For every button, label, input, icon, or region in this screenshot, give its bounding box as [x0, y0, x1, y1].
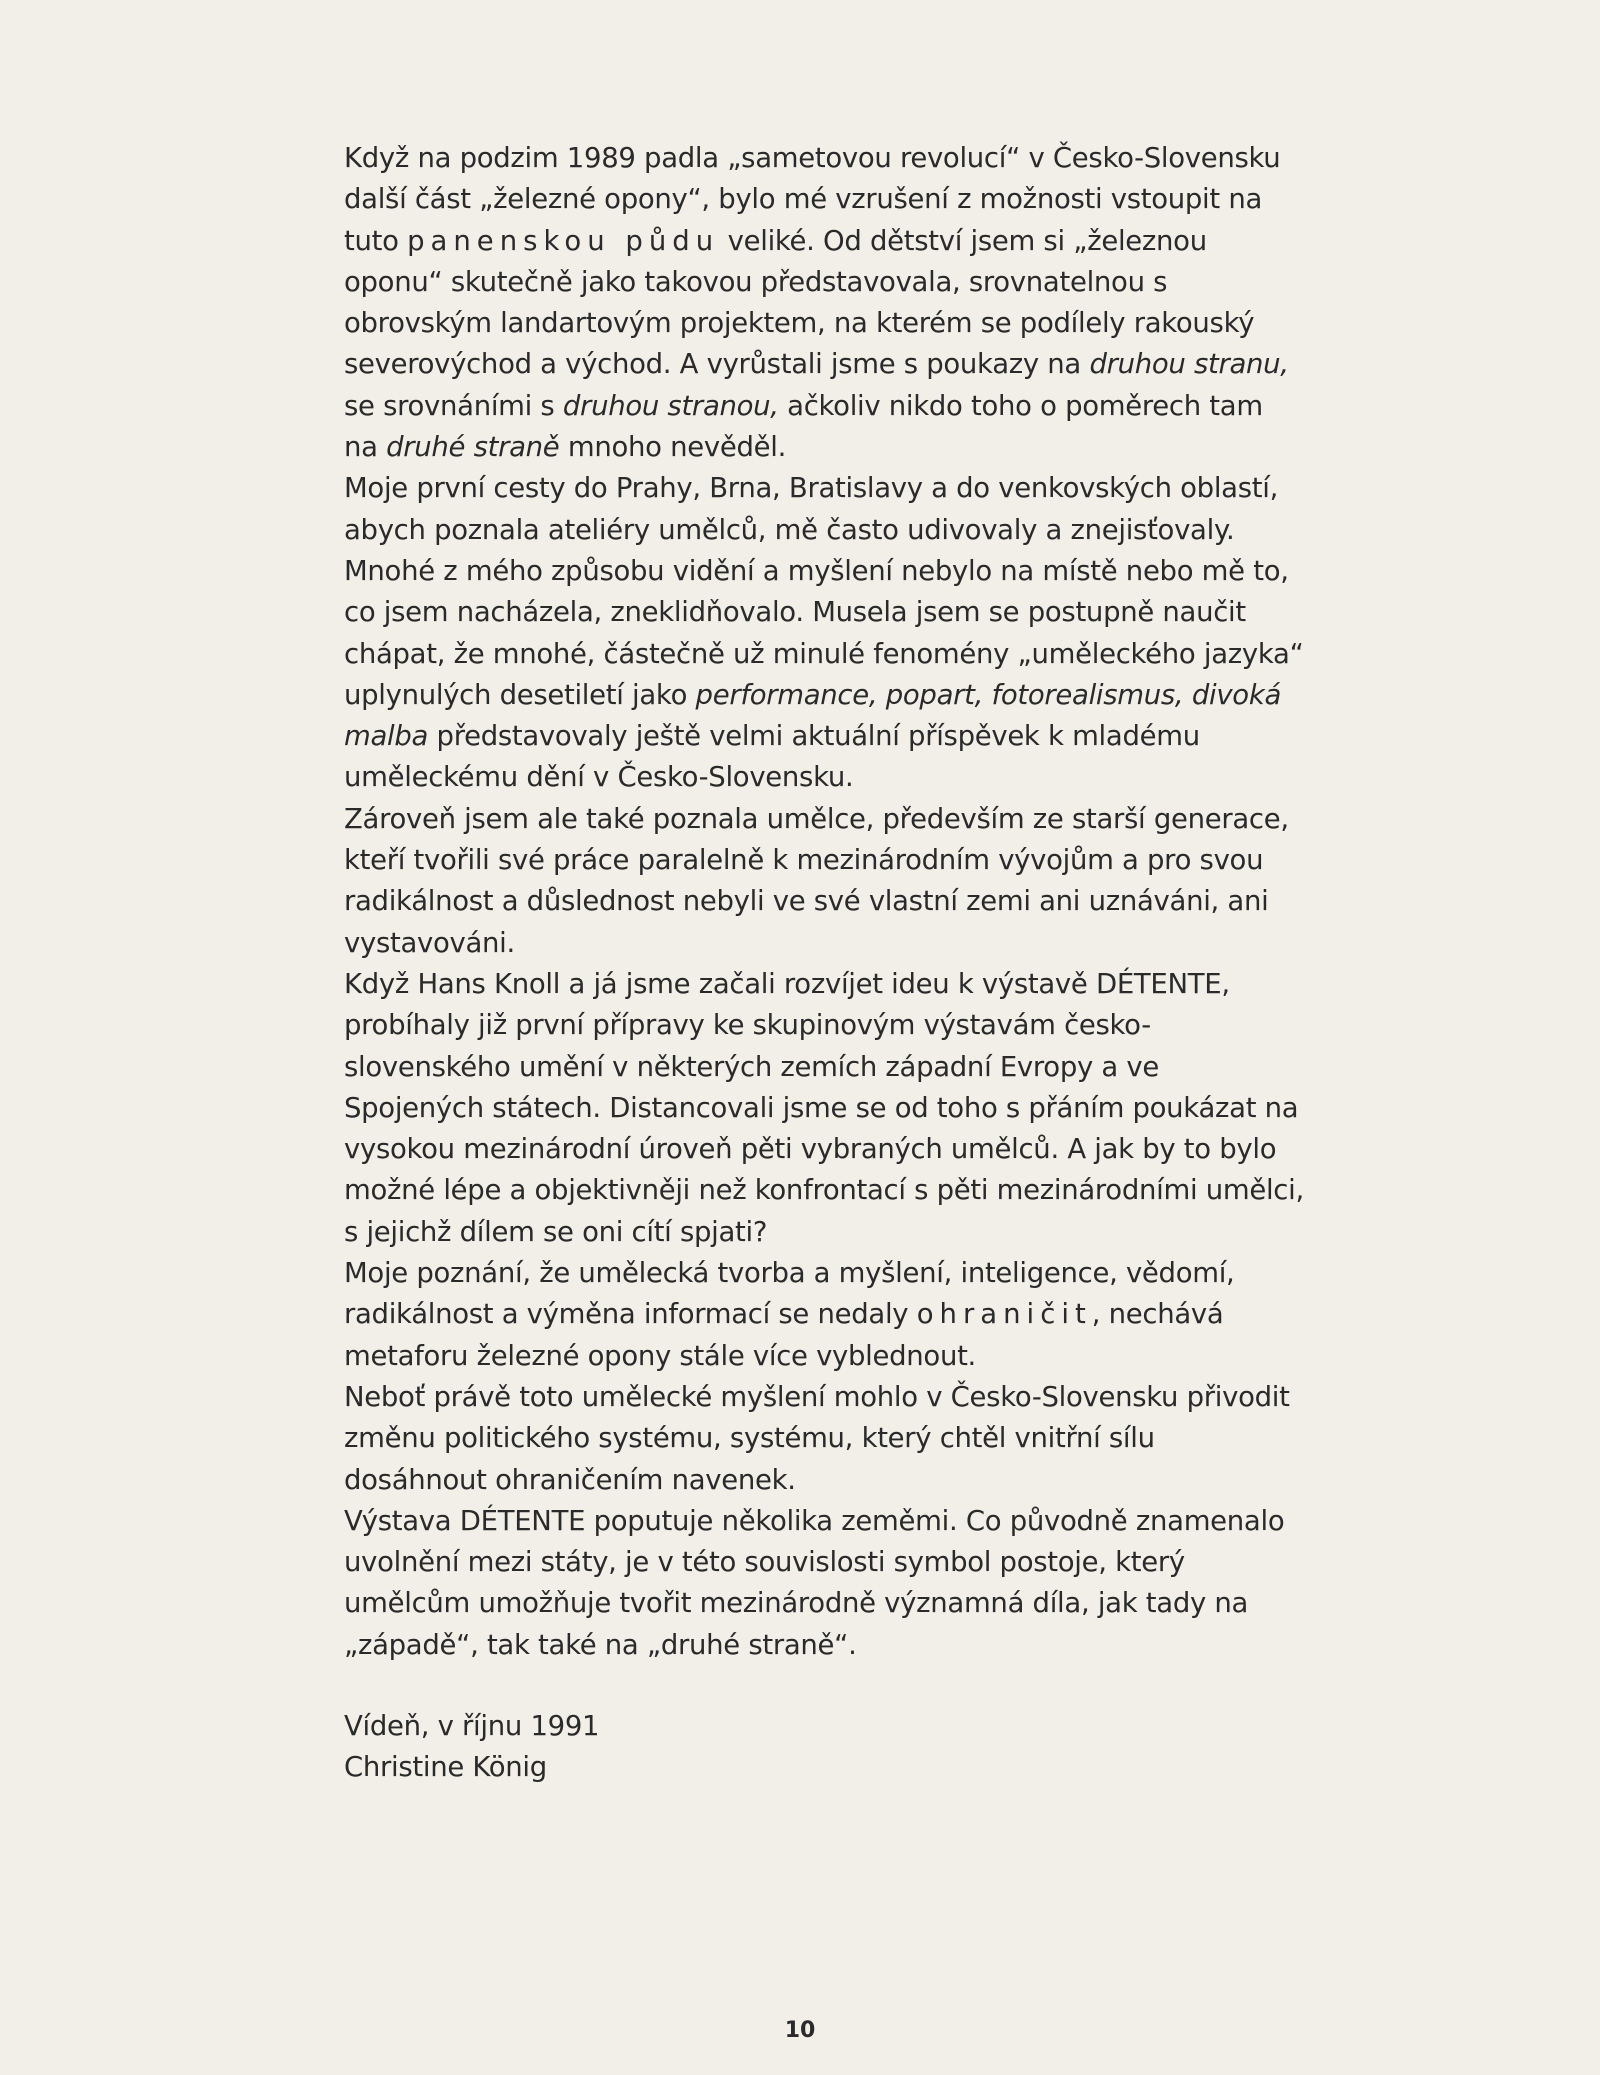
- text-run: se srovnáními s: [344, 389, 563, 422]
- text-run: , nechává metaforu železné opony stále více vyblednout.: [344, 1298, 1224, 1372]
- text-run: Neboť právě toto umělecké myšlení mohlo v Česko-Slovensku přivodit změnu politického systému, systému, který chtěl vnitřní sílu dosáhnout ohraničením navenek.: [344, 1380, 1290, 1496]
- author-name: Christine König: [344, 1751, 547, 1784]
- paragraph: [344, 468, 1304, 798]
- text-run: Když na podzim 1989 padla „sametovou revolucí“ v Česko-Slovensku další část „železné opony“, bylo mé vzrušení z možnosti vstoupit na tuto: [344, 142, 1281, 257]
- text-run: Moje poznání, že umělecká tvorba a myšlení, inteligence, vědomí, radikálnost a výměna informací se nedaly: [344, 1257, 1235, 1331]
- text-run: Zároveň jsem ale také poznala umělce, především ze starší generace, kteří tvořili své práce paralelně k mezinárodním vývojům a pro svou radikálnost a důslednost nebyli ve své vlastní zemi ani uznáváni, ani vystavováni.: [344, 802, 1289, 959]
- text-run: ačkoliv nikdo toho o poměrech tam na: [344, 389, 1263, 464]
- page-number: 10: [784, 2018, 816, 2043]
- body-text: [344, 138, 1304, 1789]
- paragraph-list: [344, 138, 1304, 1666]
- paragraph: [344, 1253, 1304, 1377]
- paragraph: [344, 1501, 1304, 1666]
- spaced-text: ohraničit: [916, 1298, 1092, 1331]
- text-run: veliké. Od dětství jsem si „železnou oponu“ skutečně jako takovou představovala, srovnatelnou s obrovským landartovým projektem, na kterém se podílely rakouský severovýchod a východ. A vyrůstali jsme s poukazy na: [344, 224, 1255, 381]
- paragraph: [344, 138, 1304, 468]
- signoff: [344, 1706, 1304, 1789]
- italic-text: druhé straně: [386, 431, 560, 464]
- spaced-text: panenskou půdu: [407, 224, 720, 257]
- paragraph: [344, 799, 1304, 964]
- place-date: Vídeň, v říjnu 1991: [344, 1709, 600, 1742]
- text-run: Moje první cesty do Prahy, Brna, Bratislavy a do venkovských oblastí, abych poznala ateliéry umělců, mě často udivovaly a znejisťovaly. Mnohé z mého způsobu vidění a myšlení nebylo na místě nebo mě to, co jsem nacházela, zneklidňovalo. Musela jsem se postupně naučit chápat, že mnohé, částečně už minulé fenomény „uměleckého jazyka“ uplynulých desetiletí jako: [344, 472, 1304, 711]
- paragraph: [344, 964, 1304, 1253]
- text-run: představovaly ještě velmi aktuální příspěvek k mladému uměleckému dění v Česko-Slovensku.: [344, 720, 1200, 794]
- text-run: Výstava DÉTENTE poputuje několika zeměmi. Co původně znamenalo uvolnění mezi státy, je v této souvislosti symbol postoje, který umělcům umožňuje tvořit mezinárodně významná díla, jak tady na „západě“, tak také na „druhé straně“.: [344, 1504, 1285, 1661]
- italic-text: druhou stranou,: [562, 389, 779, 422]
- text-run: Když Hans Knoll a já jsme začali rozvíjet ideu k výstavě DÉTENTE, probíhaly již první přípravy ke skupinovým výstavám česko-slovenského umění v některých zemích západní Evropy a ve Spojených státech. Distancovali jsme se od toho s přáním poukázat na vysokou mezinárodní úroveň pěti vybraných umělců. A jak by to bylo možné lépe a objektivněji než konfrontací s pěti mezinárodními umělci, s jejichž dílem se oni cítí spjati?: [344, 967, 1304, 1248]
- paragraph: [344, 1377, 1304, 1501]
- text-run: mnoho nevěděl.: [559, 431, 787, 464]
- italic-text: performance, popart, fotorealismus, divoká malba: [344, 678, 1281, 753]
- italic-text: druhou stranu,: [1089, 348, 1289, 381]
